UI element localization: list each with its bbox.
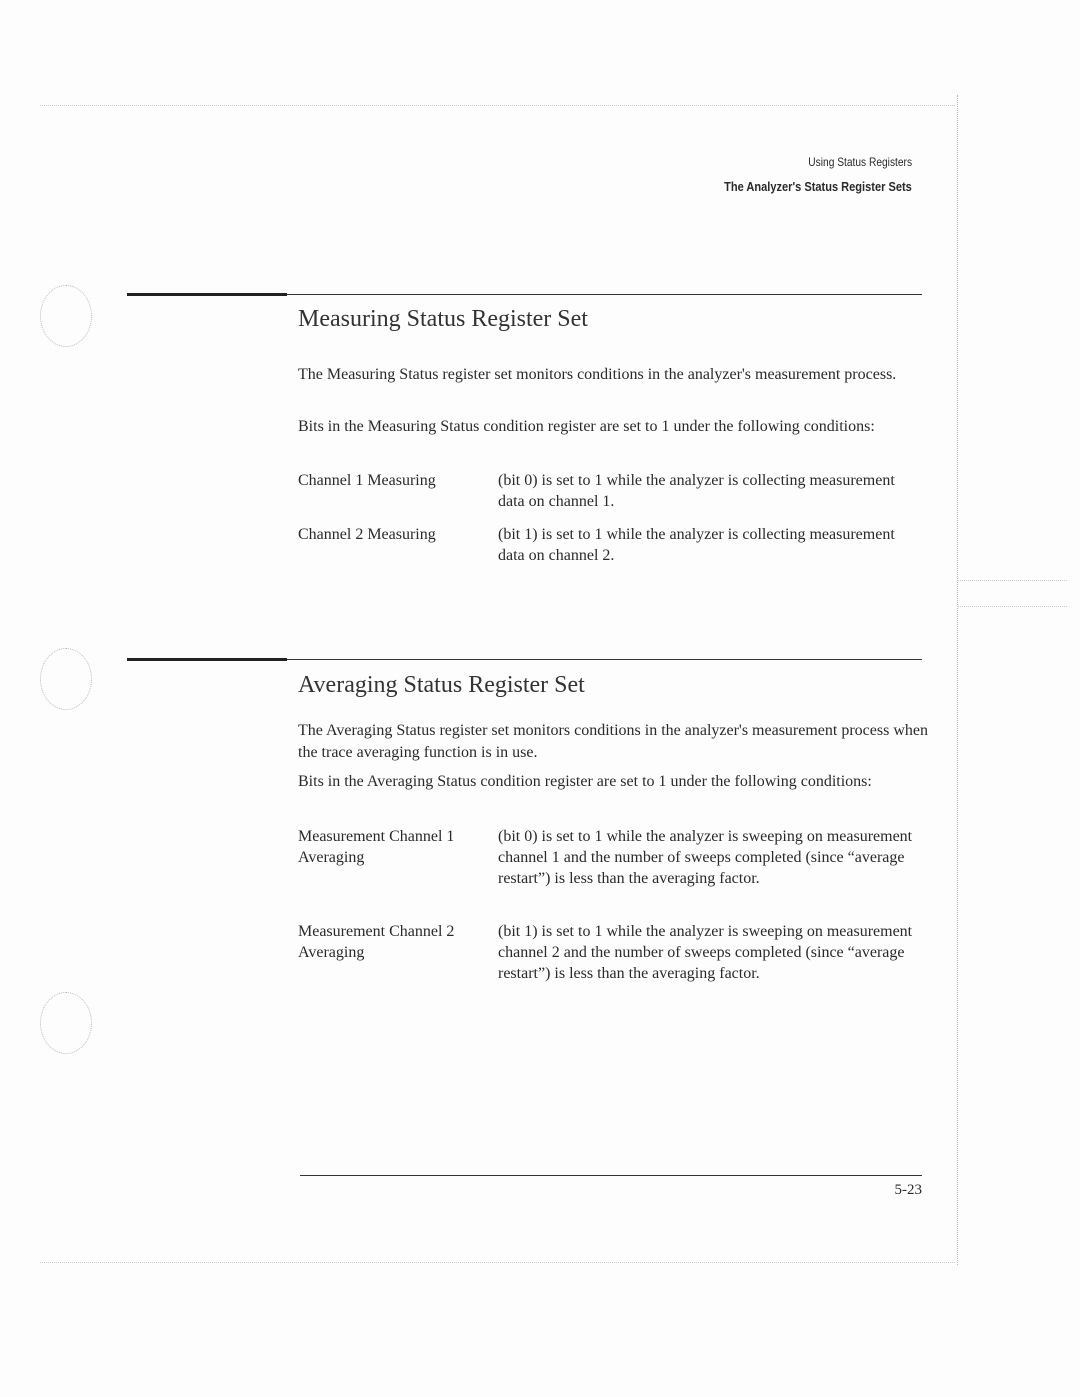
punch-hole-icon — [40, 285, 92, 347]
running-header-section: The Analyzer's Status Register Sets — [724, 179, 912, 194]
punch-hole-icon — [40, 992, 92, 1054]
paragraph: The Averaging Status register set monitors conditions in the analyzer's measurement process when the trace averaging function is in use. — [298, 722, 928, 761]
term: Channel 1 Measuring — [298, 472, 436, 489]
definition: (bit 0) is set to 1 while the analyzer is sweeping on measurement channel 1 and the number of sweeps completed (since “average restart”) is less than the averaging factor. — [498, 828, 913, 887]
punch-hole-icon — [40, 648, 92, 710]
paragraph: Bits in the Measuring Status condition register are set to 1 under the following conditions: — [298, 418, 875, 435]
scan-edge — [957, 95, 958, 1265]
term: Measurement Channel 2 Averaging — [298, 923, 455, 961]
page-number: 5-23 — [894, 1182, 922, 1198]
section-rule — [127, 658, 287, 661]
footer-rule — [300, 1175, 922, 1176]
section-rule — [287, 294, 922, 295]
scan-edge — [40, 1262, 955, 1263]
definition: (bit 0) is set to 1 while the analyzer is collecting measurement data on channel 1. — [498, 472, 895, 510]
definition: (bit 1) is set to 1 while the analyzer is sweeping on measurement channel 2 and the number of sweeps completed (since “average restart”) is less than the averaging factor. — [498, 923, 913, 982]
paragraph: Bits in the Averaging Status condition register are set to 1 under the following conditions: — [298, 773, 872, 790]
running-header-chapter: Using Status Registers — [808, 155, 912, 169]
scan-edge — [957, 580, 1067, 581]
scan-edge — [40, 105, 955, 106]
paragraph: The Measuring Status register set monitors conditions in the analyzer's measurement process. — [298, 366, 897, 383]
term: Channel 2 Measuring — [298, 526, 436, 543]
section-rule — [127, 293, 287, 296]
definition: (bit 1) is set to 1 while the analyzer is collecting measurement data on channel 2. — [498, 526, 895, 564]
section-title: Averaging Status Register Set — [298, 672, 585, 698]
section-rule — [287, 659, 922, 660]
scan-edge — [957, 606, 1067, 607]
section-title: Measuring Status Register Set — [298, 306, 588, 332]
term: Measurement Channel 1 Averaging — [298, 828, 455, 866]
